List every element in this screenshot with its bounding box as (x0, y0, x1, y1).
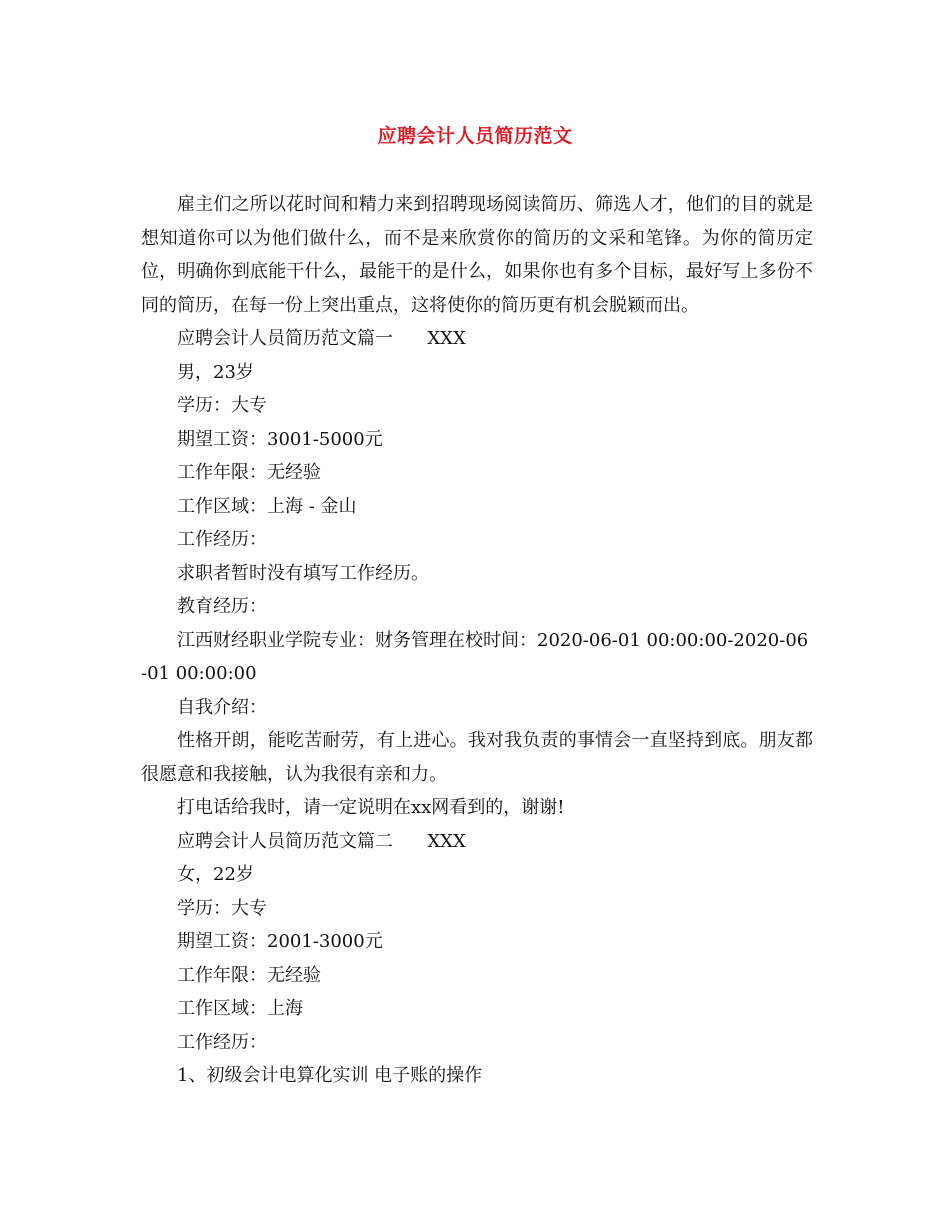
resume-1-self-intro: 性格开朗，能吃苦耐劳，有上进心。我对我负责的事情会一直坚持到底。朋友都很愿意和我接触，认为我很有亲和力。 (141, 730, 813, 785)
resume-1-work-experience-label: 工作经历： (177, 529, 267, 550)
resume-1-heading: 应聘会计人员简历范文篇一 XXX (177, 328, 466, 349)
resume-1-work-years: 工作年限：无经验 (177, 462, 321, 483)
resume-1-contact-note: 打电话给我时，请一定说明在xx网看到的，谢谢! (177, 797, 565, 818)
resume-1-education-level: 学历：大专 (177, 395, 267, 416)
resume-2-work-area: 工作区域：上海 (177, 998, 303, 1019)
resume-1-work-area: 工作区域：上海 - 金山 (177, 495, 357, 517)
resume-2-work-experience-item: 1、初级会计电算化实训 电子账的操作 (177, 1065, 483, 1086)
resume-1-work-experience: 求职者暂时没有填写工作经历。 (177, 562, 429, 584)
intro-paragraph: 雇主们之所以花时间和精力来到招聘现场阅读简历、筛选人才，他们的目的就是想知道你可以为他们做什么，而不是来欣赏你的简历的文采和笔锋。为你的简历定位，明确你到底能干什么，最能干的是什么，如果你也有多个目标，最好写上多份不同的简历，在每一份上突出重点，这将使你的简历更有机会脱颖而出。 (141, 194, 813, 316)
resume-1-gender-age: 男，23岁 (177, 361, 254, 383)
resume-2-expected-salary: 期望工资：2001-3000元 (177, 931, 383, 952)
resume-1-self-intro-label: 自我介绍： (177, 696, 267, 718)
resume-2-heading: 应聘会计人员简历范文篇二 XXX (177, 830, 466, 852)
document-title: 应聘会计人员简历范文 (377, 125, 573, 147)
resume-1-education-label: 教育经历： (177, 596, 267, 617)
resume-2-gender-age: 女，22岁 (177, 864, 254, 885)
resume-2-work-experience-label: 工作经历： (177, 1031, 267, 1053)
resume-1-education: 江西财经职业学院专业：财务管理在校时间：2020-06-01 00:00:00-2020-06-01 00:00:00 (141, 629, 809, 684)
resume-2-work-years: 工作年限：无经验 (177, 964, 321, 986)
resume-1-expected-salary: 期望工资：3001-5000元 (177, 428, 383, 450)
resume-2-education-level: 学历：大专 (177, 897, 267, 919)
document-body (141, 188, 813, 1093)
